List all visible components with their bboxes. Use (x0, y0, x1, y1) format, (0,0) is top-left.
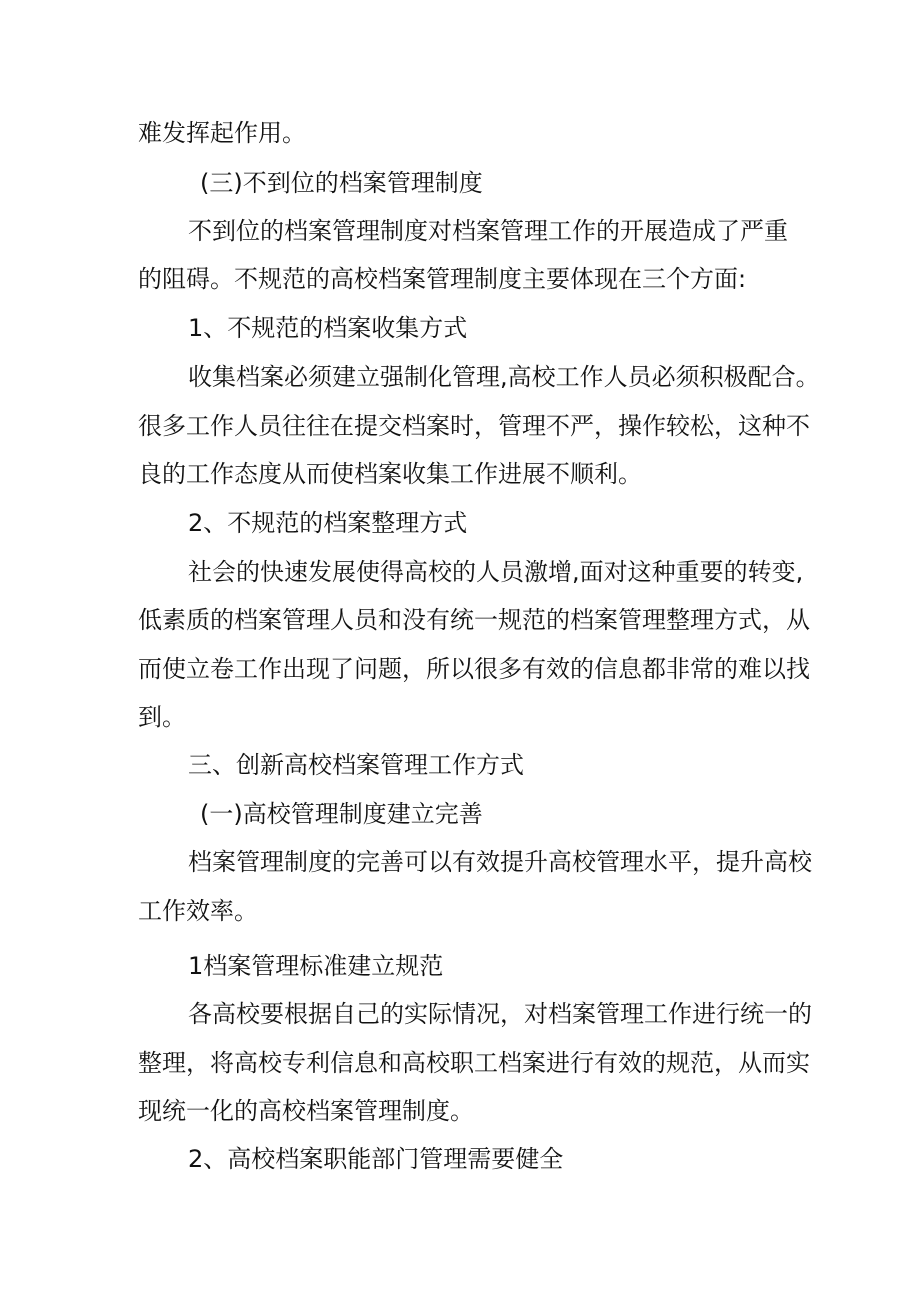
subsection-heading: 1、不规范的档案收集方式 (188, 314, 468, 342)
paragraph-line: 现统一化的高校档案管理制度。 (138, 1097, 474, 1125)
subsection-heading: 1档案管理标准建立规范 (188, 952, 444, 980)
paragraph-line: 低素质的档案管理人员和没有统一规范的档案管理整理方式，从 (138, 606, 810, 634)
paragraph-line: 社会的快速发展使得高校的人员激增,面对这种重要的转变, (188, 558, 804, 586)
paragraph-line: 的阻碍。不规范的高校档案管理制度主要体现在三个方面: (138, 265, 747, 293)
subsection-heading: 2、高校档案职能部门管理需要健全 (188, 1145, 564, 1173)
paragraph-line: 很多工作人员往往在提交档案时，管理不严，操作较松，这种不 (138, 412, 810, 440)
paragraph-line: 收集档案必须建立强制化管理,高校工作人员必须积极配合。 (188, 363, 820, 391)
section-heading: 三、创新高校档案管理工作方式 (188, 751, 524, 779)
paragraph-line: 难发挥起作用。 (138, 119, 306, 147)
paragraph-line: 档案管理制度的完善可以有效提升高校管理水平，提升高校 (188, 848, 812, 876)
section-heading: (三)不到位的档案管理制度 (200, 169, 483, 197)
paragraph-line: 到。 (138, 703, 186, 731)
paragraph-line: 而使立卷工作出现了问题，所以很多有效的信息都非常的难以找 (138, 655, 810, 683)
paragraph-line: 整理，将高校专利信息和高校职工档案进行有效的规范，从而实 (138, 1049, 810, 1077)
paragraph-line: 各高校要根据自己的实际情况，对档案管理工作进行统一的 (188, 1000, 812, 1028)
subsection-heading: 2、不规范的档案整理方式 (188, 509, 468, 537)
paragraph-line: 良的工作态度从而使档案收集工作进展不顺利。 (138, 460, 642, 488)
paragraph-line: 不到位的档案管理制度对档案管理工作的开展造成了严重 (188, 217, 788, 245)
section-heading: (一)高校管理制度建立完善 (200, 800, 483, 828)
paragraph-line: 工作效率。 (138, 897, 258, 925)
